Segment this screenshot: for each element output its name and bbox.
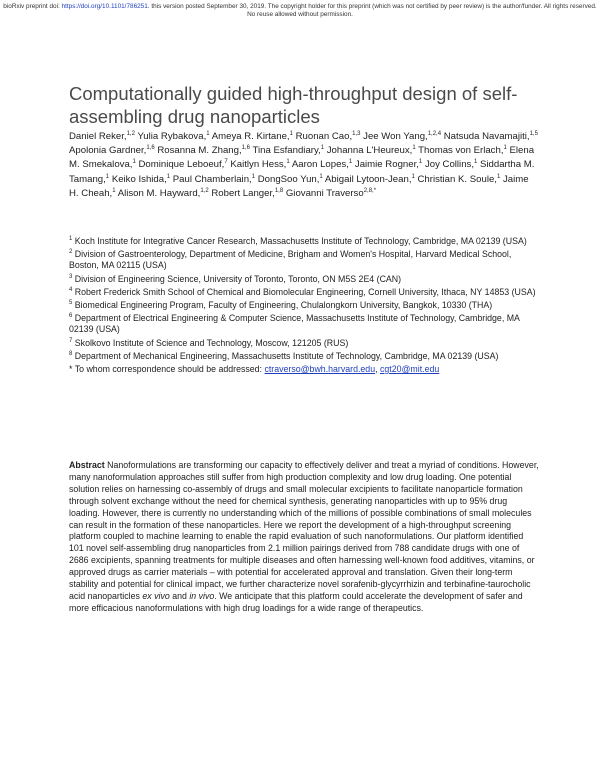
author-name: Keiko Ishida, <box>111 173 167 185</box>
author-name: Apolonia Gardner, <box>69 145 147 157</box>
preprint-copyright-notice: . this version posted September 30, 2019. The copyright holder for this preprint (which was not certified by peer review) is the author/funder. All rights reserved. No reuse allowed without permission. <box>147 3 597 19</box>
author <box>258 174 323 185</box>
author-affiliation-marker: 7 <box>224 159 228 166</box>
author-affiliation-marker: 1,2,4 <box>427 130 442 137</box>
author-name: Ruonan Cao, <box>295 131 353 142</box>
author-affiliation-marker: 1 <box>474 159 478 166</box>
author <box>444 131 538 142</box>
author <box>418 174 501 185</box>
author-name: Kaitlyn Hess, <box>230 159 287 171</box>
author-affiliation-marker: 1 <box>496 173 501 180</box>
affiliation-number: 4 <box>69 286 73 293</box>
author-affiliation-marker: 2,8,* <box>363 187 377 194</box>
author-name: Alison M. Hayward, <box>117 187 201 199</box>
author-name: Tina Esfandiary, <box>252 145 321 157</box>
author-name: Robert Langer, <box>211 187 275 199</box>
author-affiliation-marker: 1 <box>418 159 423 166</box>
affiliation <box>69 274 539 285</box>
affiliation-number: 6 <box>69 313 73 320</box>
author <box>325 174 415 185</box>
author-name: Aaron Lopes, <box>291 159 349 171</box>
affiliation-text: Robert Frederick Smith School of Chemical and Biomolecular Engineering, Cornell University, Ithaca, NY 14853 (USA) <box>74 286 536 297</box>
author-name: Thomas von Erlach, <box>418 145 504 157</box>
author-affiliation-marker: 1,6 <box>241 145 250 152</box>
author-affiliation-marker: 1,2 <box>200 187 209 194</box>
affiliation-number: 8 <box>69 350 73 357</box>
preprint-prefix: bioRxiv preprint doi: <box>3 3 62 10</box>
author <box>173 174 255 185</box>
author-affiliation-marker: 1 <box>132 159 136 166</box>
author-affiliation-marker: 1,8 <box>274 187 284 194</box>
affiliation <box>69 300 539 311</box>
doi-link[interactable]: https://doi.org/10.1101/786251 <box>61 3 148 10</box>
affiliation-text: Skolkovo Institute of Science and Technology, Moscow, 121205 (RUS) <box>74 337 349 348</box>
correspondence-note <box>69 364 539 375</box>
affiliation-number: 7 <box>69 337 73 344</box>
author <box>138 159 227 170</box>
affiliation-text: Koch Institute for Integrative Cancer Research, Massachusetts Institute of Technology, Cambridge, MA 02139 (USA) <box>74 236 527 246</box>
affiliation <box>69 249 539 271</box>
author-name: Jaimie Rogner, <box>354 159 419 171</box>
email-link-1[interactable]: ctraverso@bwh.harvard.edu <box>264 364 376 375</box>
author-affiliation-marker: 1 <box>289 130 293 137</box>
author-name: Abigail Lytoon-Jean, <box>324 173 412 185</box>
author-affiliation-marker: 1 <box>411 173 415 180</box>
affiliation-text: Division of Engineering Science, University of Toronto, Toronto, ON M5S 2E4 (CAN) <box>74 273 402 284</box>
author-name: Yulia Rybakova, <box>137 131 207 142</box>
preprint-notice <box>0 3 600 20</box>
author-affiliation-marker: 1 <box>166 173 171 180</box>
author <box>69 131 135 142</box>
author-name: Dominique Leboeuf, <box>138 159 225 171</box>
author-affiliation-marker: 1,6 <box>146 145 155 152</box>
abstract-ex-vivo: ex vivo <box>142 590 170 601</box>
author-name: Johanna L'Heureux, <box>326 145 413 157</box>
author <box>296 131 361 142</box>
author <box>69 145 155 156</box>
paper-title: Computationally guided high-throughput design of self-assembling drug nanoparticles <box>69 83 518 128</box>
author-name: Paul Chamberlain, <box>172 173 252 185</box>
author-name: Jaime H. Cheah, <box>69 173 529 199</box>
affiliation-number: 2 <box>69 249 73 256</box>
author <box>286 188 376 199</box>
author-affiliation-marker: 1 <box>206 130 210 137</box>
affiliation-number: 1 <box>69 236 73 243</box>
affiliation <box>69 236 539 247</box>
author <box>418 145 507 156</box>
affiliation <box>69 313 539 335</box>
author <box>355 159 422 170</box>
affiliation-text: Department of Mechanical Engineering, Massachusetts Institute of Technology, Cambridge, MA 02139 (USA) <box>74 350 499 361</box>
author-affiliation-marker: 1 <box>320 145 325 152</box>
correspondence-text: * To whom correspondence should be addressed: <box>69 364 265 375</box>
author-affiliation-marker: 1 <box>412 145 416 152</box>
author-name: Christian K. Soule, <box>417 173 497 185</box>
affiliation-number: 5 <box>69 300 73 307</box>
author <box>230 159 289 170</box>
author-name: Elena M. Smekalova, <box>69 145 535 171</box>
author-name: Giovanni Traverso <box>285 187 364 199</box>
author-name: Joy Collins, <box>424 159 474 171</box>
affiliation-list <box>69 236 539 377</box>
affiliation <box>69 287 539 298</box>
author <box>327 145 416 156</box>
abstract-text-1: Nanoformulations are transforming our capacity to effectively deliver and treat a myriad of conditions. However, many nanoformulation approaches still suffer from high production complexity and low drug loading. One potential solution relies on harnessing co-assembly of drugs and small molecular excipients to facilitate nanoparticle formation through solvent exchange without the need for chemical synthesis, generating nanoparticles with up to 95% drug loading. However, there is currently no understanding which of the millions of possible combinations of small molecules can result in the formation of these nanoparticles. Here we report the development of a high-throughput screening platform coupled to machine learning to enable the rapid evaluation of such nanoformulations. Our platform identified 101 novel self-assembling drug nanoparticles from 2.1 million pairings derived from 788 candidate drugs with one of 2686 excipients, spanning treatments for multiple diseases and often harnessing well-known food additives, vitamins, or approved drugs as carrier materials – with potential for accelerated approval and translation. Given their long-term stability and potential for clinical impact, we further characterize novel sorafenib-glycyrrhizin and terbinafine-taurocholic acid nanoparticles <box>69 460 539 601</box>
affiliation <box>69 338 539 349</box>
author-name: Siddartha M. Tamang, <box>69 159 535 185</box>
email-separator: , <box>375 364 380 375</box>
author <box>292 159 352 170</box>
author <box>363 131 441 142</box>
abstract <box>69 460 539 615</box>
author-name: Daniel Reker, <box>69 131 127 142</box>
abstract-text-2: . We anticipate that this platform could accelerate the development of safer and more efficacious nanoformulations with high drug loadings for a wide range of therapeutics. <box>69 590 523 613</box>
email-link-2[interactable]: cgt20@mit.edu <box>379 364 440 375</box>
author-name: Natsuda Navamajiti, <box>443 131 530 142</box>
author <box>252 145 324 156</box>
author <box>211 188 283 199</box>
author-affiliation-marker: 1,5 <box>529 130 538 137</box>
author <box>212 131 293 142</box>
author-affiliation-marker: 1 <box>286 159 290 166</box>
affiliation-text: Department of Electrical Engineering & Computer Science, Massachusetts Institute of Technology, Cambridge, MA 02139 (USA) <box>69 313 520 335</box>
author-name: DongSoo Yun, <box>257 173 320 185</box>
author <box>157 145 250 156</box>
affiliation-items <box>69 236 539 362</box>
author-name: Ameya R. Kirtane, <box>211 131 290 142</box>
author-affiliation-marker: 1 <box>503 145 507 152</box>
affiliation-text: Biomedical Engineering Program, Faculty of Engineering, Chulalongkorn University, Bangkok, 10330 (THA) <box>74 300 493 311</box>
author-affiliation-marker: 1,3 <box>352 130 361 137</box>
author-affiliation-marker: 1 <box>112 187 116 194</box>
affiliation-text: Division of Gastroenterology, Department of Medicine, Brigham and Women's Hospital, Harvard Medical School, Boston, MA 02115 (USA) <box>69 249 512 271</box>
author-affiliation-marker: 1 <box>251 173 256 180</box>
author <box>425 159 477 170</box>
author-list <box>69 130 539 201</box>
author <box>112 174 170 185</box>
author-name: Jee Won Yang, <box>363 131 428 142</box>
abstract-and: and <box>169 590 190 601</box>
author-affiliation-marker: 1 <box>348 159 353 166</box>
abstract-label: Abstract <box>69 460 105 470</box>
affiliation <box>69 351 539 362</box>
affiliation-number: 3 <box>69 273 73 280</box>
abstract-in-vivo: in vivo <box>189 590 215 601</box>
author-affiliation-marker: 1 <box>319 173 323 180</box>
author <box>118 188 209 199</box>
author-name: Rosanna M. Zhang, <box>157 145 242 157</box>
author-affiliation-marker: 1 <box>105 173 110 180</box>
author <box>137 131 209 142</box>
author-affiliation-marker: 1,2 <box>126 130 135 137</box>
